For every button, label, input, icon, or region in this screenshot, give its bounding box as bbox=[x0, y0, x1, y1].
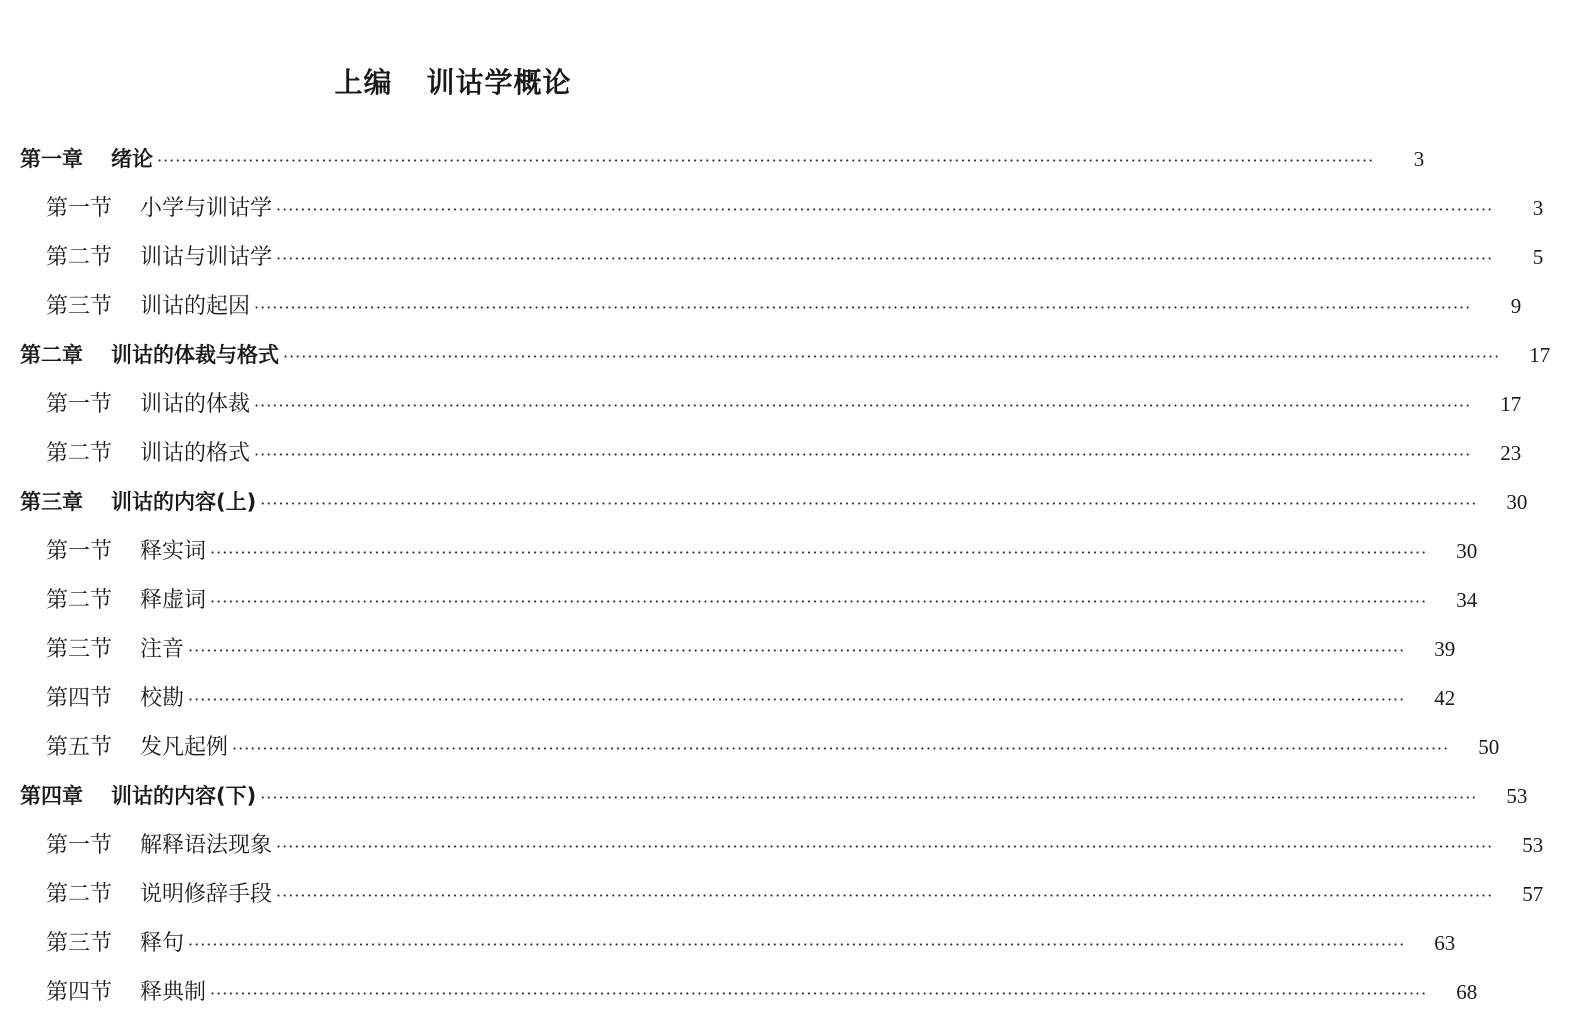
toc-entry[interactable] bbox=[0, 282, 1522, 331]
toc-entry[interactable] bbox=[0, 429, 1522, 478]
dot-leader: ········································································································································································································ bbox=[276, 200, 1494, 219]
entry-page-number: 39 bbox=[1434, 637, 1456, 661]
dot-leader: ········································································································································································································ bbox=[232, 739, 1450, 758]
entry-page-number: 3 bbox=[1532, 196, 1544, 220]
entry-label: 第四节 bbox=[46, 686, 113, 711]
entry-page-number: 3 bbox=[1413, 147, 1425, 171]
entry-title: 解释语法现象 bbox=[140, 833, 273, 858]
toc-entry[interactable] bbox=[0, 674, 1456, 723]
entry-page-number: 63 bbox=[1434, 931, 1456, 955]
entry-title: 校勘 bbox=[140, 686, 185, 711]
toc-entry[interactable] bbox=[0, 576, 1478, 625]
entry-label: 第四节 bbox=[46, 980, 113, 1005]
toc-entry[interactable] bbox=[0, 478, 1528, 527]
entry-label: 第二章 bbox=[20, 343, 83, 367]
entry-title: 训诂的起因 bbox=[140, 294, 251, 319]
dot-leader: ········································································································································································································ bbox=[254, 396, 1472, 415]
dot-leader: ········································································································································································································ bbox=[276, 837, 1494, 856]
toc-entry[interactable] bbox=[0, 135, 1425, 184]
entry-page-number: 23 bbox=[1500, 441, 1522, 465]
entry-page-number: 34 bbox=[1456, 588, 1478, 612]
entry-title: 释虚词 bbox=[140, 588, 207, 613]
entry-label: 第一节 bbox=[46, 196, 113, 221]
entry-page-number: 5 bbox=[1532, 245, 1544, 269]
dot-leader: ········································································································································································································ bbox=[210, 543, 1428, 562]
entry-title: 说明修辞手段 bbox=[140, 882, 273, 907]
part-heading bbox=[0, 58, 906, 108]
dot-leader: ········································································································································································································ bbox=[276, 886, 1494, 905]
entry-label: 第二节 bbox=[46, 245, 113, 270]
dot-leader: ········································································································································································································ bbox=[283, 347, 1501, 366]
toc-entry[interactable] bbox=[0, 331, 1551, 380]
dot-leader: ········································································································································································································ bbox=[210, 984, 1428, 1003]
dot-leader: ········································································································································································································ bbox=[188, 690, 1406, 709]
dot-leader: ········································································································································································································ bbox=[260, 788, 1478, 807]
entry-page-number: 50 bbox=[1478, 735, 1500, 759]
toc-entry[interactable] bbox=[0, 233, 1544, 282]
entry-title: 训诂与训诂学 bbox=[140, 245, 273, 270]
entry-title: 训诂的体裁 bbox=[140, 392, 251, 417]
entry-label: 第一章 bbox=[20, 147, 83, 171]
dot-leader: ········································································································································································································ bbox=[157, 151, 1375, 170]
entry-title: 释句 bbox=[140, 931, 185, 956]
dot-leader: ········································································································································································································ bbox=[188, 641, 1406, 660]
toc-entry[interactable] bbox=[0, 968, 1478, 1017]
dot-leader: ········································································································································································································ bbox=[254, 298, 1472, 317]
toc-entry[interactable] bbox=[0, 625, 1456, 674]
toc-entry[interactable] bbox=[0, 723, 1500, 772]
entry-label: 第三节 bbox=[46, 294, 113, 319]
dot-leader: ········································································································································································································ bbox=[254, 445, 1472, 464]
entry-page-number: 57 bbox=[1522, 882, 1544, 906]
entry-title: 释典制 bbox=[140, 980, 207, 1005]
entry-label: 第五节 bbox=[46, 735, 113, 760]
part-label: 上编 bbox=[334, 66, 393, 99]
entry-page-number: 9 bbox=[1510, 294, 1522, 318]
entry-page-number: 30 bbox=[1456, 539, 1478, 563]
entry-title: 注音 bbox=[140, 637, 185, 662]
toc-entry[interactable] bbox=[0, 870, 1544, 919]
entry-page-number: 42 bbox=[1434, 686, 1456, 710]
toc-entry[interactable] bbox=[0, 380, 1522, 429]
toc-entry[interactable] bbox=[0, 527, 1478, 576]
entry-label: 第三节 bbox=[46, 931, 113, 956]
part-title: 训诂学概论 bbox=[426, 66, 572, 99]
toc-entry[interactable] bbox=[0, 821, 1544, 870]
entry-page-number: 53 bbox=[1522, 833, 1544, 857]
dot-leader: ········································································································································································································ bbox=[276, 249, 1494, 268]
dot-leader: ········································································································································································································ bbox=[260, 494, 1478, 513]
toc-entry[interactable] bbox=[0, 772, 1528, 821]
dot-leader: ········································································································································································································ bbox=[210, 592, 1428, 611]
entry-title: 训诂的内容(上) bbox=[111, 490, 257, 514]
entry-title: 训诂的体裁与格式 bbox=[111, 343, 279, 367]
entry-label: 第二节 bbox=[46, 882, 113, 907]
entry-page-number: 68 bbox=[1456, 980, 1478, 1004]
entry-label: 第一节 bbox=[46, 392, 113, 417]
entry-title: 训诂的格式 bbox=[140, 441, 251, 466]
entry-title: 训诂的内容(下) bbox=[111, 784, 257, 808]
entry-label: 第三节 bbox=[46, 637, 113, 662]
entry-label: 第三章 bbox=[20, 490, 83, 514]
entry-title: 绪论 bbox=[111, 147, 153, 171]
entry-page-number: 53 bbox=[1506, 784, 1528, 808]
entry-label: 第二节 bbox=[46, 441, 113, 466]
entry-label: 第一节 bbox=[46, 833, 113, 858]
table-of-contents bbox=[0, 135, 1551, 1017]
entry-title: 释实词 bbox=[140, 539, 207, 564]
toc-entry[interactable] bbox=[0, 184, 1544, 233]
entry-page-number: 30 bbox=[1506, 490, 1528, 514]
entry-title: 小学与训诂学 bbox=[140, 196, 273, 221]
toc-entry[interactable] bbox=[0, 919, 1456, 968]
entry-label: 第四章 bbox=[20, 784, 83, 808]
entry-page-number: 17 bbox=[1500, 392, 1522, 416]
entry-title: 发凡起例 bbox=[140, 735, 229, 760]
entry-label: 第一节 bbox=[46, 539, 113, 564]
entry-page-number: 17 bbox=[1529, 343, 1551, 367]
dot-leader: ········································································································································································································ bbox=[188, 935, 1406, 954]
entry-label: 第二节 bbox=[46, 588, 113, 613]
